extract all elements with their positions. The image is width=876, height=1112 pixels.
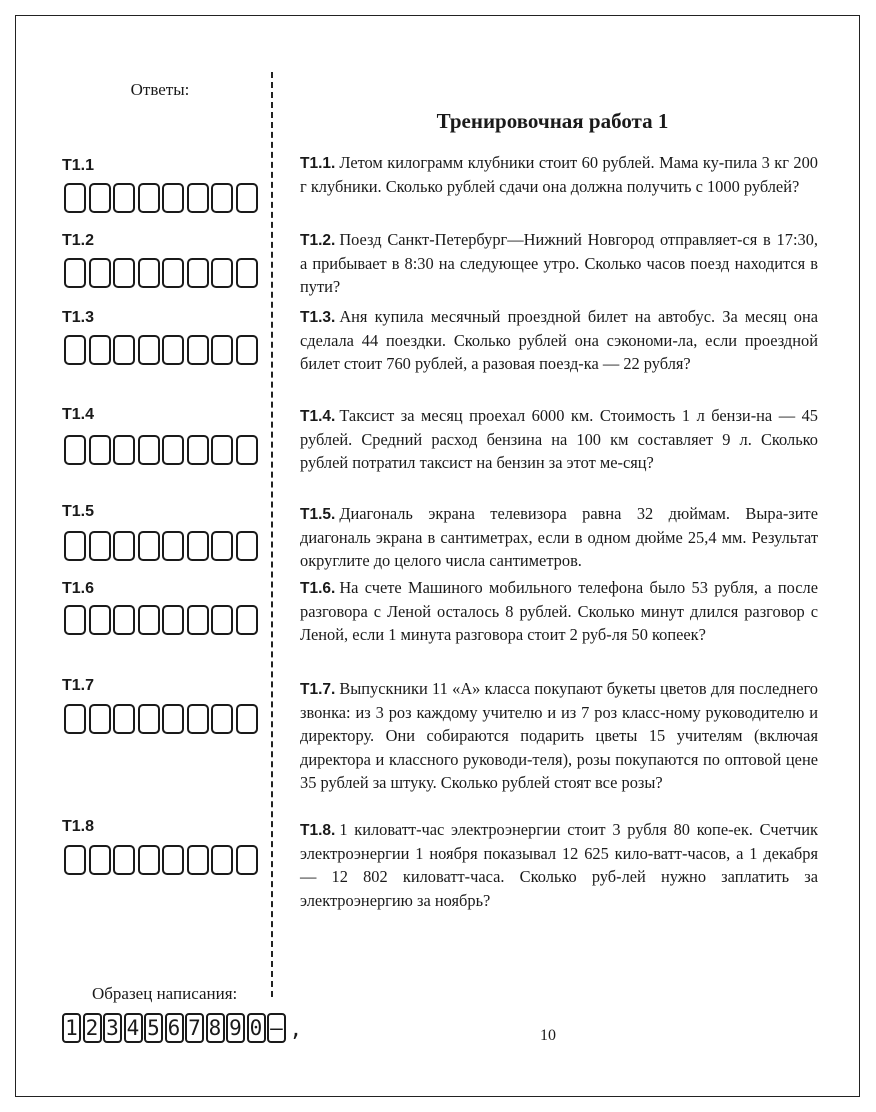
sample-writing-label: Образец написания: [92,984,238,1003]
answer-label-t1-1: T1.1 [62,157,95,174]
task-label: T1.6. [300,580,336,597]
task-text: На счете Машиного мобильного телефона было 53 рубля, а после разговора с Леной осталось 8 рублей. Сколько минут длился разговор с Леной, если 1 минута разговора стоит 2 руб-ля 50 копеек? [300,578,818,645]
sample-digit: 1 [62,1013,81,1043]
section-title: Тренировочная работа 1 [436,109,669,133]
answers-heading: Ответы: [130,80,190,99]
task-label: T1.7. [300,681,336,698]
task-t1-5 [300,502,818,573]
task-t1-8 [300,818,818,912]
task-text: Таксист за месяц проехал 6000 км. Стоимость 1 л бензи-на — 45 рублей. Средний расход бензина на 100 км составляет 9 л. Сколько рублей потратил таксист на бензин за этот ме-сяц? [300,406,818,473]
task-t1-1 [300,151,818,198]
sample-writing-row [62,1013,302,1045]
task-text: 1 киловатт-час электроэнергии стоит 3 рубля 80 копе-ек. Счетчик электроэнергии 1 ноября показывал 12 625 кило-ватт-часов, а 1 декабря — 12 802 киловатт-часа. Сколько руб-лей нужно заплатить за электроэнергию за ноябрь? [300,820,818,910]
answer-grid-t1-2[interactable] [64,258,260,288]
task-text: Аня купила месячный проездной билет на автобус. За месяц она сделала 44 поездки. Сколько рублей она сэкономи-ла, если проездной билет стоит 760 рублей, а разовая поезд-ка — 22 рубля? [300,307,818,374]
task-t1-4 [300,404,818,475]
sample-digit: 4 [124,1013,143,1043]
answer-label-t1-7: T1.7 [62,677,95,694]
answer-grid-t1-5[interactable] [64,531,260,561]
task-t1-7 [300,677,818,794]
answer-grid-t1-6[interactable] [64,605,260,635]
cut-line-divider [271,72,273,997]
sample-comma: , [289,1017,303,1041]
sample-digit: 2 [83,1013,102,1043]
answer-label-t1-4: T1.4 [62,406,95,423]
task-text: Поезд Санкт-Петербург—Нижний Новгород отправляет-ся в 17:30, а прибывает в 8:30 на следующее утро. Сколько часов поезд находится в пути? [300,230,818,297]
answer-grid-t1-3[interactable] [64,335,260,365]
task-label: T1.5. [300,506,336,523]
task-text: Диагональ экрана телевизора равна 32 дюймам. Выра-зите диагональ экрана в сантиметрах, если в одном дюйме 25,4 мм. Результат округлите до целого числа сантиметров. [300,504,818,571]
answer-grid-t1-1[interactable] [64,183,260,213]
task-text: Выпускники 11 «А» класса покупают букеты цветов для последнего звонка: из 3 роз каждому учителю и из 7 роз класс-ному руководителю и директору. Они собираются подарить цветы 15 учителям (включая директора и классного руководи-теля), розы покупаются по оптовой цене 35 рублей за штуку. Сколько рублей стоят все розы? [300,679,818,792]
sample-digit: 7 [185,1013,204,1043]
answer-label-t1-6: T1.6 [62,580,95,597]
task-text: Летом килограмм клубники стоит 60 рублей. Мама ку-пила 3 кг 200 г клубники. Сколько рублей сдачи она должна получить с 1000 рублей? [300,153,818,197]
page-number: 10 [540,1027,556,1044]
sample-digit: 5 [144,1013,163,1043]
task-t1-2 [300,228,818,299]
answer-grid-t1-7[interactable] [64,704,260,734]
answer-label-t1-2: T1.2 [62,232,95,249]
task-label: T1.8. [300,822,336,839]
sample-digit: 8 [206,1013,225,1043]
answer-label-t1-3: T1.3 [62,309,95,326]
task-label: T1.4. [300,408,336,425]
task-t1-3 [300,305,818,376]
sample-digit: — [267,1013,286,1043]
task-label: T1.2. [300,232,336,249]
sample-digit: 0 [247,1013,266,1043]
sample-digit: 9 [226,1013,245,1043]
answer-label-t1-5: T1.5 [62,503,95,520]
sample-digit: 3 [103,1013,122,1043]
sample-digit: 6 [165,1013,184,1043]
answer-grid-t1-8[interactable] [64,845,260,875]
answer-grid-t1-4[interactable] [64,435,260,465]
answer-label-t1-8: T1.8 [62,818,95,835]
task-label: T1.1. [300,155,336,172]
task-label: T1.3. [300,309,336,326]
task-t1-6 [300,576,818,647]
